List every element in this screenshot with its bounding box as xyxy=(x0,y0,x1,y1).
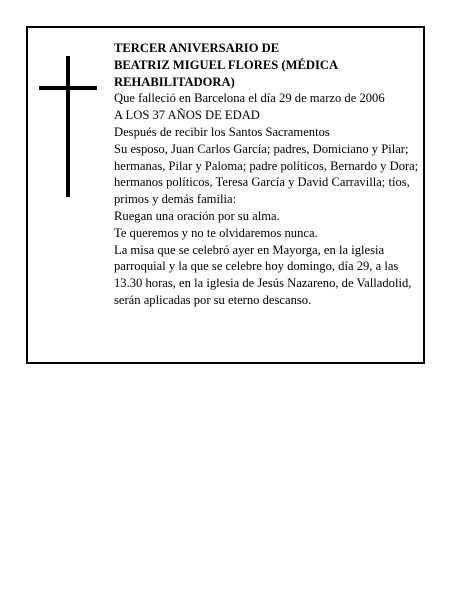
death-date-line: Que falleció en Barcelona el día 29 de marzo de 2006 xyxy=(114,91,385,106)
family-paragraph: Su esposo, Juan Carlos García; padres, Domiciano y Pilar; hermanas, Pilar y Paloma; padre políticos, Bernardo y Dora; hermanos políticos, Teresa García y David Carravilla; tíos, primos y demás familia: xyxy=(114,141,419,207)
obituary-notice xyxy=(26,26,425,364)
mass-paragraph: La misa que se celebró ayer en Mayorga, en la iglesia parroquial y la que se celebre hoy domingo, día 29, a las 13.30 horas, en la iglesia de Jesús Nazareno, de Valladolid, serán aplicadas por su eterno descanso. xyxy=(114,242,412,307)
notice-heading-line-1: TERCER ANIVERSARIO DE xyxy=(114,41,280,55)
notice-text xyxy=(114,40,420,309)
cross-vertical-bar xyxy=(66,56,70,197)
sacraments-line: Después de recibir los Santos Sacramentos xyxy=(114,124,330,139)
notice-heading-line-2: BEATRIZ MIGUEL FLORES (MÉDICA REHABILITADORA) xyxy=(114,57,338,89)
remember-line: Te queremos y no te olvidaremos nunca. xyxy=(114,225,318,240)
cross-horizontal-bar xyxy=(39,86,97,90)
prayer-line: Ruegan una oración por su alma. xyxy=(114,208,280,223)
age-line: A LOS 37 AÑOS DE EDAD xyxy=(114,108,260,123)
